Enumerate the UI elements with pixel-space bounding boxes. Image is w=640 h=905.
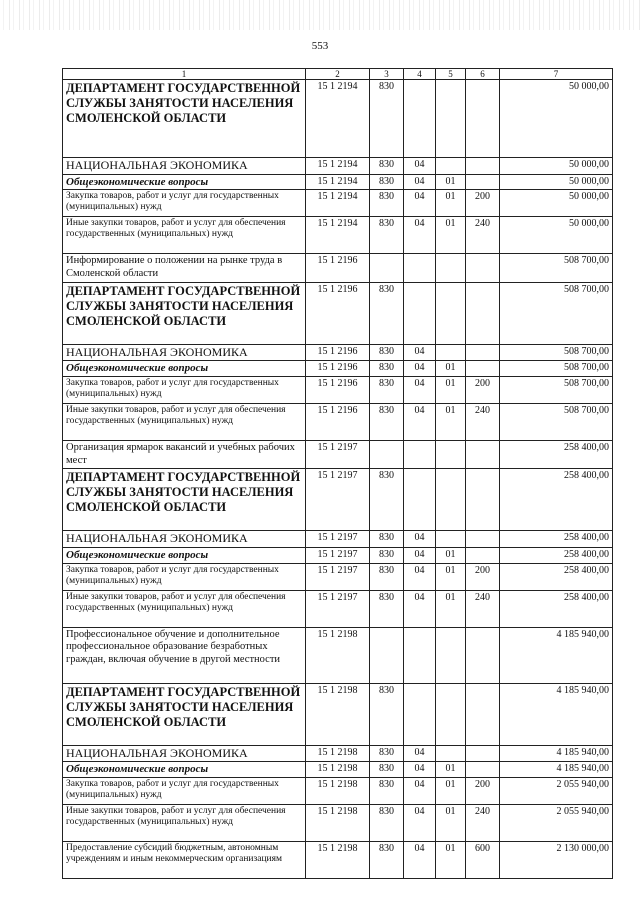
cell-subsection (436, 80, 466, 158)
table-row (63, 282, 613, 344)
cell-name: Общеэкономические вопросы (63, 174, 306, 190)
cell-ved: 830 (370, 282, 404, 344)
cell-amount: 508 700,00 (500, 404, 613, 441)
cell-amount: 4 185 940,00 (500, 745, 613, 762)
table-row (63, 344, 613, 361)
cell-ved: 830 (370, 842, 404, 879)
cell-name: Информирование о положении на рынке труда в Смоленской области (63, 254, 306, 282)
cell-section (404, 683, 436, 745)
cell-subsection: 01 (436, 361, 466, 377)
cell-code: 15 1 2196 (306, 361, 370, 377)
cell-name: ДЕПАРТАМЕНТ ГОСУДАРСТВЕННОЙ СЛУЖБЫ ЗАНЯТОСТИ НАСЕЛЕНИЯ СМОЛЕНСКОЙ ОБЛАСТИ (63, 80, 306, 158)
cell-code: 15 1 2194 (306, 174, 370, 190)
cell-subsection (436, 254, 466, 282)
cell-section: 04 (404, 805, 436, 842)
cell-subsection: 01 (436, 762, 466, 778)
cell-subsection (436, 344, 466, 361)
cell-ved (370, 627, 404, 683)
cell-section: 04 (404, 563, 436, 590)
cell-name: Иные закупки товаров, работ и услуг для обеспечения государственных (муниципальных) нужд (63, 805, 306, 842)
page-number: 553 (311, 40, 329, 52)
cell-subsection (436, 469, 466, 531)
cell-code: 15 1 2197 (306, 531, 370, 548)
table-row (63, 531, 613, 548)
table-row (63, 190, 613, 217)
table-row (63, 762, 613, 778)
cell-ved: 830 (370, 590, 404, 627)
cell-ved: 830 (370, 548, 404, 564)
column-header: 2 (306, 69, 370, 80)
cell-code: 15 1 2196 (306, 404, 370, 441)
cell-amount: 2 055 940,00 (500, 778, 613, 805)
scan-noise (0, 0, 640, 30)
cell-amount: 4 185 940,00 (500, 762, 613, 778)
cell-expense-type (466, 548, 500, 564)
budget-table (62, 68, 613, 879)
table-row (63, 548, 613, 564)
cell-code: 15 1 2198 (306, 745, 370, 762)
cell-ved: 830 (370, 158, 404, 175)
cell-ved (370, 254, 404, 282)
cell-expense-type: 200 (466, 563, 500, 590)
cell-code: 15 1 2197 (306, 548, 370, 564)
cell-amount: 258 400,00 (500, 469, 613, 531)
column-header: 7 (500, 69, 613, 80)
cell-name: Иные закупки товаров, работ и услуг для обеспечения государственных (муниципальных) нужд (63, 590, 306, 627)
cell-name: Иные закупки товаров, работ и услуг для обеспечения государственных (муниципальных) нужд (63, 404, 306, 441)
cell-amount: 50 000,00 (500, 190, 613, 217)
column-header: 5 (436, 69, 466, 80)
table-row (63, 158, 613, 175)
cell-amount: 508 700,00 (500, 344, 613, 361)
cell-ved: 830 (370, 377, 404, 404)
cell-section: 04 (404, 158, 436, 175)
cell-code: 15 1 2196 (306, 282, 370, 344)
cell-amount: 508 700,00 (500, 254, 613, 282)
cell-subsection: 01 (436, 590, 466, 627)
cell-subsection: 01 (436, 174, 466, 190)
cell-section: 04 (404, 590, 436, 627)
table-row (63, 627, 613, 683)
cell-section: 04 (404, 377, 436, 404)
cell-expense-type (466, 254, 500, 282)
cell-ved: 830 (370, 344, 404, 361)
cell-ved: 830 (370, 563, 404, 590)
cell-code: 15 1 2194 (306, 158, 370, 175)
cell-amount: 258 400,00 (500, 441, 613, 469)
table-row (63, 217, 613, 254)
cell-section: 04 (404, 531, 436, 548)
cell-name: Профессиональное обучение и дополнительное профессиональное образование безработных граждан, включая обучение в другой местности (63, 627, 306, 683)
cell-subsection (436, 683, 466, 745)
cell-ved (370, 441, 404, 469)
cell-name: Общеэкономические вопросы (63, 548, 306, 564)
cell-expense-type (466, 531, 500, 548)
cell-expense-type (466, 344, 500, 361)
cell-amount: 50 000,00 (500, 174, 613, 190)
cell-section: 04 (404, 190, 436, 217)
cell-expense-type (466, 762, 500, 778)
cell-name: НАЦИОНАЛЬНАЯ ЭКОНОМИКА (63, 531, 306, 548)
cell-expense-type (466, 174, 500, 190)
cell-name: Иные закупки товаров, работ и услуг для обеспечения государственных (муниципальных) нужд (63, 217, 306, 254)
cell-expense-type (466, 627, 500, 683)
cell-name: Общеэкономические вопросы (63, 361, 306, 377)
cell-expense-type (466, 158, 500, 175)
cell-name: Закупка товаров, работ и услуг для государственных (муниципальных) нужд (63, 190, 306, 217)
cell-code: 15 1 2194 (306, 217, 370, 254)
cell-ved: 830 (370, 531, 404, 548)
cell-subsection: 01 (436, 548, 466, 564)
cell-name: Организация ярмарок вакансий и учебных рабочих мест (63, 441, 306, 469)
cell-expense-type: 600 (466, 842, 500, 879)
cell-ved: 830 (370, 469, 404, 531)
cell-code: 15 1 2198 (306, 627, 370, 683)
cell-expense-type: 240 (466, 404, 500, 441)
cell-section (404, 469, 436, 531)
cell-subsection (436, 282, 466, 344)
cell-ved: 830 (370, 683, 404, 745)
cell-amount: 4 185 940,00 (500, 627, 613, 683)
cell-name: ДЕПАРТАМЕНТ ГОСУДАРСТВЕННОЙ СЛУЖБЫ ЗАНЯТОСТИ НАСЕЛЕНИЯ СМОЛЕНСКОЙ ОБЛАСТИ (63, 683, 306, 745)
cell-expense-type: 240 (466, 217, 500, 254)
cell-expense-type: 240 (466, 590, 500, 627)
cell-amount: 50 000,00 (500, 217, 613, 254)
cell-expense-type (466, 683, 500, 745)
table-row (63, 778, 613, 805)
cell-ved: 830 (370, 805, 404, 842)
column-header: 4 (404, 69, 436, 80)
table-row (63, 683, 613, 745)
cell-name: НАЦИОНАЛЬНАЯ ЭКОНОМИКА (63, 158, 306, 175)
cell-section: 04 (404, 778, 436, 805)
cell-section: 04 (404, 217, 436, 254)
cell-section: 04 (404, 174, 436, 190)
table-row (63, 174, 613, 190)
cell-code: 15 1 2196 (306, 254, 370, 282)
cell-subsection: 01 (436, 842, 466, 879)
cell-section: 04 (404, 745, 436, 762)
cell-name: ДЕПАРТАМЕНТ ГОСУДАРСТВЕННОЙ СЛУЖБЫ ЗАНЯТОСТИ НАСЕЛЕНИЯ СМОЛЕНСКОЙ ОБЛАСТИ (63, 469, 306, 531)
cell-subsection: 01 (436, 190, 466, 217)
column-header: 1 (63, 69, 306, 80)
cell-subsection (436, 745, 466, 762)
table-row (63, 842, 613, 879)
cell-ved: 830 (370, 404, 404, 441)
cell-name: ДЕПАРТАМЕНТ ГОСУДАРСТВЕННОЙ СЛУЖБЫ ЗАНЯТОСТИ НАСЕЛЕНИЯ СМОЛЕНСКОЙ ОБЛАСТИ (63, 282, 306, 344)
cell-subsection (436, 531, 466, 548)
cell-subsection: 01 (436, 805, 466, 842)
table-row (63, 377, 613, 404)
cell-section (404, 441, 436, 469)
cell-code: 15 1 2198 (306, 762, 370, 778)
cell-expense-type (466, 80, 500, 158)
cell-code: 15 1 2196 (306, 377, 370, 404)
cell-name: Закупка товаров, работ и услуг для государственных (муниципальных) нужд (63, 377, 306, 404)
cell-amount: 50 000,00 (500, 80, 613, 158)
cell-section: 04 (404, 344, 436, 361)
cell-amount: 2 130 000,00 (500, 842, 613, 879)
cell-ved: 830 (370, 361, 404, 377)
cell-ved: 830 (370, 762, 404, 778)
cell-code: 15 1 2197 (306, 469, 370, 531)
cell-expense-type: 200 (466, 778, 500, 805)
cell-subsection: 01 (436, 217, 466, 254)
cell-amount: 258 400,00 (500, 590, 613, 627)
cell-amount: 50 000,00 (500, 158, 613, 175)
cell-name: НАЦИОНАЛЬНАЯ ЭКОНОМИКА (63, 344, 306, 361)
table-row (63, 361, 613, 377)
cell-name: Закупка товаров, работ и услуг для государственных (муниципальных) нужд (63, 563, 306, 590)
table-row (63, 441, 613, 469)
cell-subsection: 01 (436, 404, 466, 441)
cell-expense-type: 240 (466, 805, 500, 842)
cell-ved: 830 (370, 190, 404, 217)
cell-section: 04 (404, 404, 436, 441)
cell-subsection (436, 158, 466, 175)
cell-ved: 830 (370, 217, 404, 254)
cell-expense-type (466, 469, 500, 531)
cell-code: 15 1 2198 (306, 805, 370, 842)
table-row (63, 805, 613, 842)
cell-code: 15 1 2194 (306, 190, 370, 217)
cell-expense-type: 200 (466, 190, 500, 217)
cell-subsection (436, 627, 466, 683)
cell-code: 15 1 2198 (306, 842, 370, 879)
cell-code: 15 1 2197 (306, 590, 370, 627)
cell-ved: 830 (370, 174, 404, 190)
table-row (63, 254, 613, 282)
cell-amount: 258 400,00 (500, 531, 613, 548)
cell-amount: 508 700,00 (500, 282, 613, 344)
cell-ved: 830 (370, 778, 404, 805)
table-row (63, 404, 613, 441)
cell-expense-type (466, 441, 500, 469)
cell-subsection: 01 (436, 377, 466, 404)
cell-name: Предоставление субсидий бюджетным, автономным учреждениям и иным некоммерческим организациям (63, 842, 306, 879)
cell-section: 04 (404, 548, 436, 564)
cell-expense-type (466, 745, 500, 762)
cell-amount: 508 700,00 (500, 361, 613, 377)
cell-name: Закупка товаров, работ и услуг для государственных (муниципальных) нужд (63, 778, 306, 805)
cell-ved: 830 (370, 80, 404, 158)
cell-code: 15 1 2197 (306, 441, 370, 469)
cell-subsection: 01 (436, 778, 466, 805)
cell-expense-type (466, 282, 500, 344)
cell-amount: 508 700,00 (500, 377, 613, 404)
cell-section: 04 (404, 361, 436, 377)
cell-subsection: 01 (436, 563, 466, 590)
cell-section (404, 282, 436, 344)
table-row (63, 590, 613, 627)
cell-name: Общеэкономические вопросы (63, 762, 306, 778)
cell-amount: 258 400,00 (500, 563, 613, 590)
cell-name: НАЦИОНАЛЬНАЯ ЭКОНОМИКА (63, 745, 306, 762)
column-header: 6 (466, 69, 500, 80)
cell-code: 15 1 2196 (306, 344, 370, 361)
table-row (63, 563, 613, 590)
cell-section: 04 (404, 762, 436, 778)
cell-section: 04 (404, 842, 436, 879)
cell-expense-type: 200 (466, 377, 500, 404)
cell-code: 15 1 2198 (306, 683, 370, 745)
cell-expense-type (466, 361, 500, 377)
cell-section (404, 627, 436, 683)
cell-section (404, 254, 436, 282)
cell-code: 15 1 2194 (306, 80, 370, 158)
column-header-row (63, 69, 613, 80)
cell-amount: 4 185 940,00 (500, 683, 613, 745)
cell-subsection (436, 441, 466, 469)
cell-code: 15 1 2197 (306, 563, 370, 590)
cell-amount: 258 400,00 (500, 548, 613, 564)
cell-ved: 830 (370, 745, 404, 762)
table-row (63, 469, 613, 531)
cell-code: 15 1 2198 (306, 778, 370, 805)
column-header: 3 (370, 69, 404, 80)
cell-section (404, 80, 436, 158)
cell-amount: 2 055 940,00 (500, 805, 613, 842)
table-row (63, 80, 613, 158)
table-row (63, 745, 613, 762)
